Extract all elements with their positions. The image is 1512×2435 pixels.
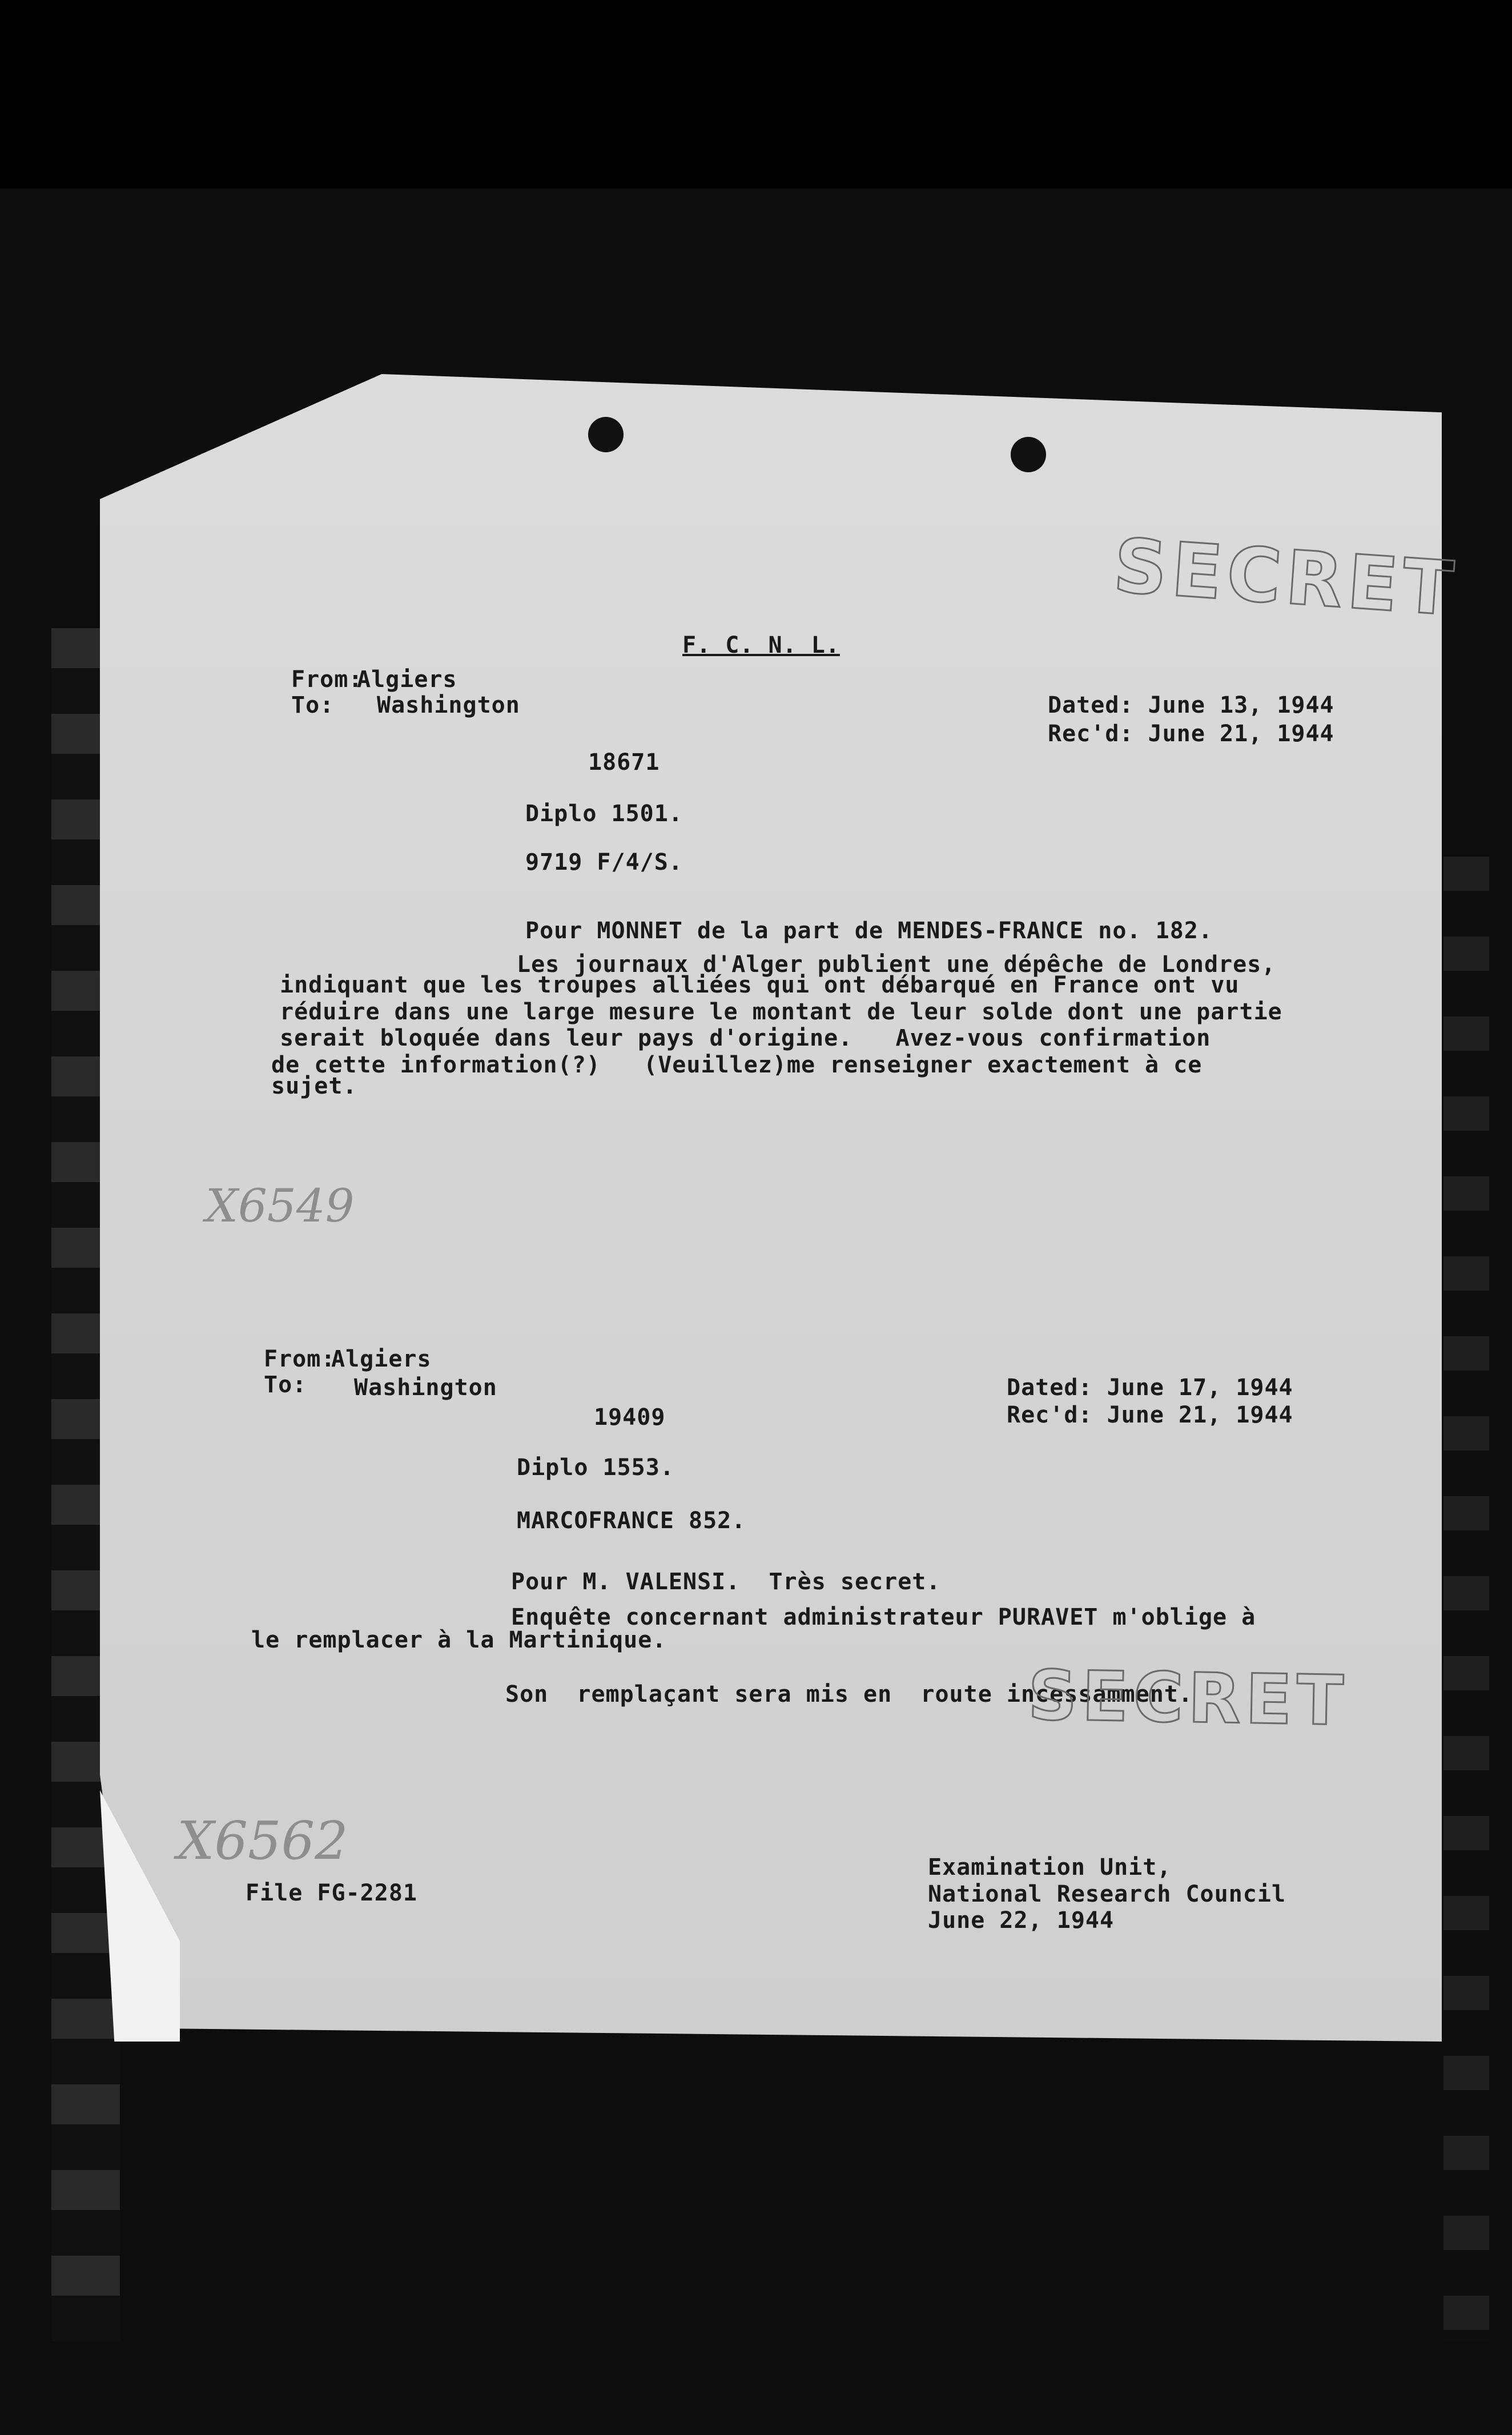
secret-stamp-bottom: SECRET <box>1027 1656 1349 1741</box>
msg2-dated: Dated: June 17, 1944 <box>1007 1375 1293 1401</box>
msg2-to: Washington <box>354 1375 497 1401</box>
msg1-line-5: de cette information(?) (Veuillez)me renseigner exactement à ce <box>271 1052 1203 1078</box>
msg1-from: Algiers <box>357 666 457 693</box>
msg1-recd: Rec'd: June 21, 1944 <box>1048 721 1334 747</box>
secret-stamp-top: SECRET <box>1111 522 1461 633</box>
msg1-line-6: sujet. <box>271 1073 357 1099</box>
msg1-from-label: From: <box>291 666 363 693</box>
punch-hole-right <box>1011 437 1046 472</box>
msg2-line-3: Son remplaçant sera mis en route incessamment. <box>505 1681 1193 1707</box>
msg1-pour: Pour MONNET de la part de MENDES-FRANCE no. 182. <box>525 918 1213 944</box>
msg2-line-1: Enquête concernant administrateur PURAVET m'oblige à <box>511 1604 1256 1630</box>
punch-hole-left <box>588 417 624 452</box>
msg2-number: 19409 <box>594 1404 666 1431</box>
msg2-pour: Pour M. VALENSI. Très secret. <box>511 1569 941 1595</box>
handwritten-number-1: X6549 <box>206 1179 355 1232</box>
msg1-line-3: réduire dans une large mesure le montant de leur solde dont une partie <box>280 999 1282 1025</box>
exam-unit-line-2: National Research Council <box>928 1881 1286 1907</box>
msg2-ref: MARCOFRANCE 852. <box>517 1508 746 1534</box>
msg1-line-2: indiquant que les troupes alliées qui ont débarqué en France ont vu <box>280 972 1240 998</box>
msg1-to-label: To: <box>291 692 335 718</box>
msg1-line-1: Les journaux d'Alger publient une dépêche de Londres, <box>517 951 1276 978</box>
agency-header: F. C. N. L. <box>682 632 840 658</box>
msg2-to-label: To: <box>264 1372 307 1398</box>
msg1-dated: Dated: June 13, 1944 <box>1048 692 1334 718</box>
msg2-diplo: Diplo 1553. <box>517 1454 674 1481</box>
file-number: File FG-2281 <box>246 1880 417 1906</box>
handwritten-number-2: X6562 <box>177 1810 348 1871</box>
film-top-band <box>0 0 1512 188</box>
msg2-from-label: From: <box>264 1346 336 1372</box>
msg1-number: 18671 <box>588 749 660 775</box>
film-edge-right <box>1443 857 1489 2341</box>
msg2-from: Algiers <box>331 1346 432 1372</box>
msg2-line-2: le remplacer à la Martinique. <box>251 1627 667 1653</box>
msg1-ref: 9719 F/4/S. <box>525 849 683 875</box>
msg1-line-4: serait bloquée dans leur pays d'origine. Avez-vous confirmation <box>280 1025 1211 1051</box>
exam-unit-line-3: June 22, 1944 <box>928 1907 1115 1934</box>
msg1-to: Washington <box>377 692 520 718</box>
msg1-diplo: Diplo 1501. <box>525 801 683 827</box>
exam-unit-line-1: Examination Unit, <box>928 1854 1172 1881</box>
msg2-recd: Rec'd: June 21, 1944 <box>1007 1402 1293 1428</box>
